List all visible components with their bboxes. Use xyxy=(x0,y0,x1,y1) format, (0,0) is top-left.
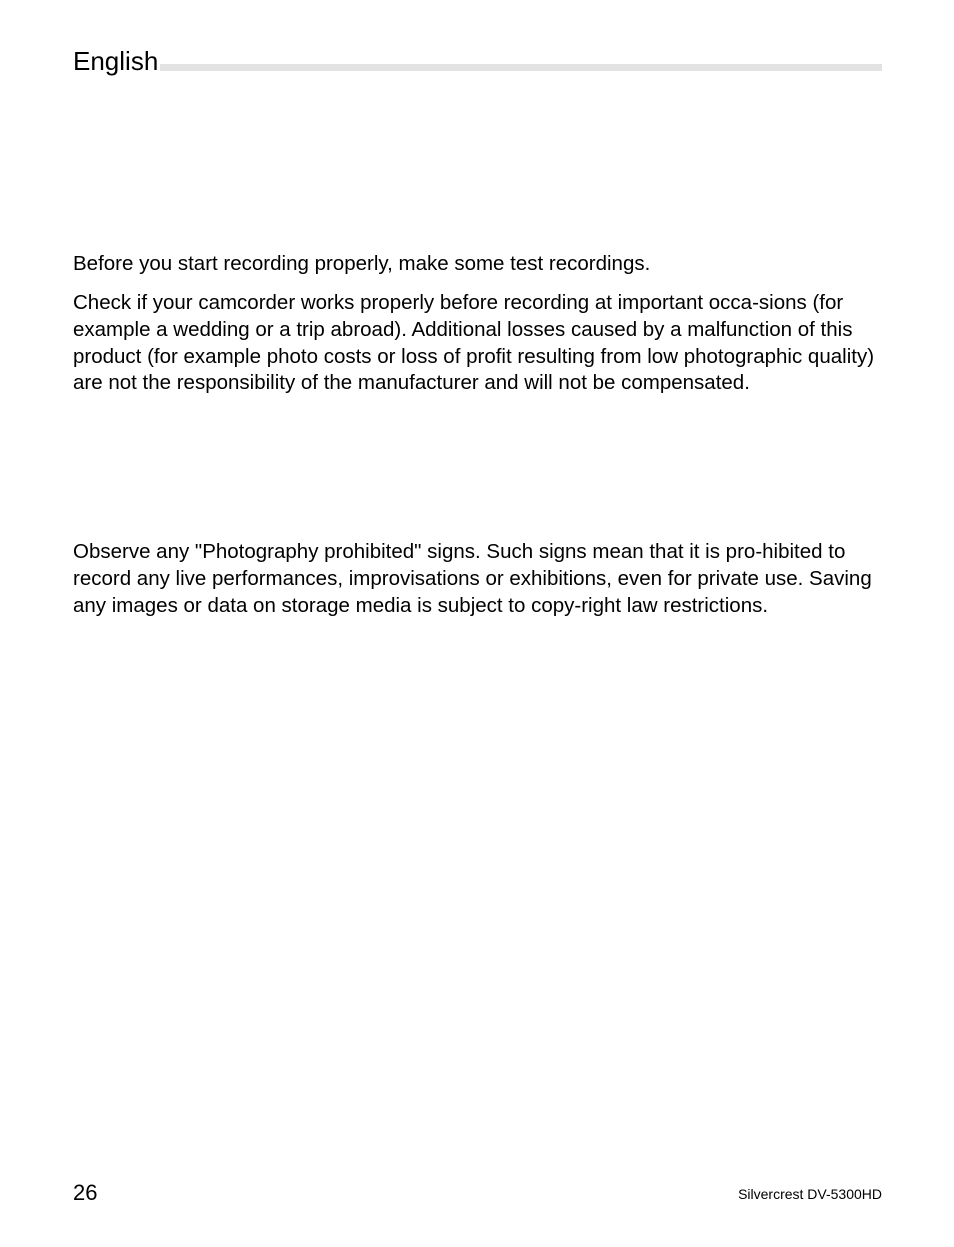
page-header xyxy=(73,44,882,80)
check-camcorder-paragraph: Check if your camcorder works properly before recording at important occa-sions (for example a wedding or a trip abroad). Additional losses caused by a malfunction of this product (for example photo costs or loss of profit resulting from low photographic quality) are not the responsibility of the manufacturer and will not be compensated. xyxy=(73,291,875,395)
model-name: Silvercrest DV-5300HD xyxy=(738,1186,882,1202)
header-rule xyxy=(73,64,882,71)
language-label: English xyxy=(73,46,159,76)
copyright-paragraph: Observe any "Photography prohibited" signs. Such signs mean that it is pro-hibited to record any live performances, improvisations or exhibitions, even for private use. Saving any images or data on storage media is subject to copy-right law restrictions. xyxy=(73,540,872,617)
page-number: 26 xyxy=(73,1180,98,1205)
test-recording-paragraph: Before you start recording properly, make some test recordings. xyxy=(73,252,651,275)
